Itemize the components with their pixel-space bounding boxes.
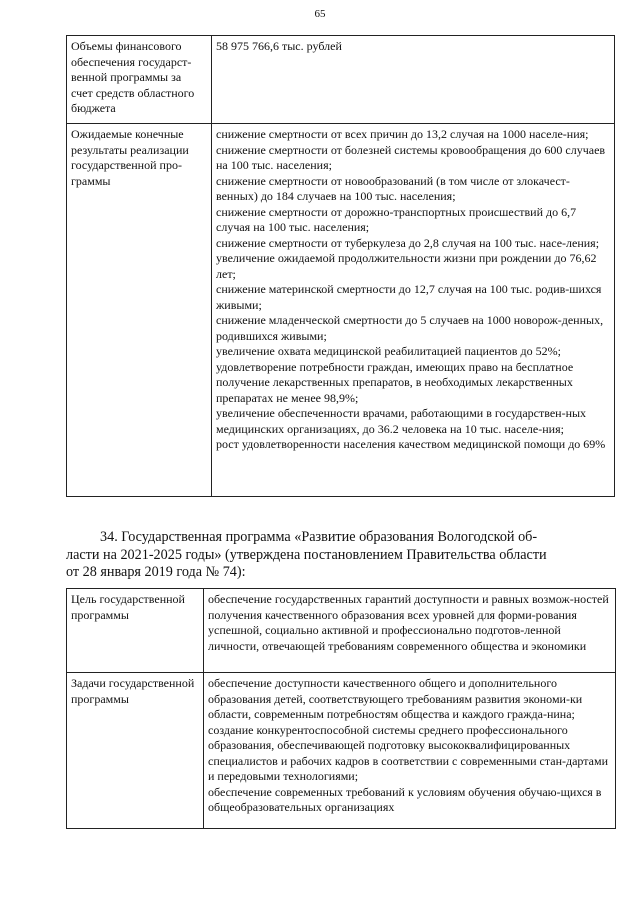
label-line: результаты реализации bbox=[71, 142, 189, 157]
label-line: Задачи государственной bbox=[71, 676, 195, 690]
result-item: увеличение ожидаемой продолжительности жизни при рождении до 76,62 лет; bbox=[216, 251, 597, 281]
heading-line: 34. Государственная программа «Развитие образования Вологодской об- bbox=[100, 529, 538, 545]
label-cell bbox=[67, 36, 212, 124]
result-item: снижение смертности от болезней системы кровообращения до 600 случаев на 100 тыс. населения; bbox=[216, 142, 606, 172]
task-item: обеспечение современных требований к условиям обучения обучаю-щихся в общеобразовательных организациях bbox=[208, 784, 602, 814]
heading-line: от 28 января 2019 года № 74): bbox=[66, 564, 246, 580]
table-row-financing bbox=[67, 36, 615, 124]
program-passport-table-health bbox=[66, 35, 615, 497]
value-cell bbox=[212, 124, 615, 497]
result-item: снижение смертности от туберкулеза до 2,8 случая на 100 тыс. насе-ления; bbox=[216, 235, 600, 250]
financing-amount: 58 975 766,6 тыс. рублей bbox=[216, 39, 342, 53]
value-cell bbox=[204, 673, 616, 829]
table-row-goal bbox=[67, 589, 616, 673]
page-number: 65 bbox=[314, 8, 326, 20]
table-row-expected-results bbox=[67, 124, 615, 497]
table-row-tasks bbox=[67, 673, 616, 829]
label-line: государственной про- bbox=[71, 158, 182, 172]
label-cell bbox=[67, 124, 212, 497]
value-cell bbox=[204, 589, 616, 673]
label-line: Ожидаемые конечные bbox=[71, 127, 184, 141]
task-item: создание конкурентоспособной системы среднего профессионального образования, обеспечивающей подготовку высококвалифицированных специалистов и рабочих кадров в соответствии с современными стан-дартами и передовыми технологиями; bbox=[208, 722, 609, 783]
result-item: снижение материнской смертности до 12,7 случая на 100 тыс. родив-шихся живыми; bbox=[216, 282, 602, 312]
result-item: снижение смертности от новообразований (в том числе от злокачест-венных) до 184 случаев на 100 тыс. населения; bbox=[216, 173, 570, 203]
label-line: бюджета bbox=[71, 101, 116, 115]
label-cell bbox=[67, 589, 204, 673]
result-item: снижение смертности от всех причин до 13,2 случая на 1000 населе-ния; bbox=[216, 127, 589, 141]
task-item: обеспечение доступности качественного общего и дополнительного образования детей, соответствующего требованиям развития экономи-ки области, современным потребностям общества и каждого гражда-нина; bbox=[208, 676, 583, 721]
heading-line: ласти на 2021-2025 годы» (утверждена постановлением Правительства области bbox=[66, 546, 547, 563]
label-line: венной программы за bbox=[71, 70, 182, 84]
label-line: программы bbox=[71, 607, 129, 622]
label-line: обеспечения государст- bbox=[71, 54, 192, 69]
result-item: удовлетворение потребности граждан, имеющих право на бесплатное получение лекарственных препаратов, в необходимых лекарственных препаратах не менее 98,9%; bbox=[216, 359, 574, 405]
value-cell bbox=[212, 36, 615, 124]
result-item: снижение смертности от дорожно-транспортных происшествий до 6,7 случая на 100 тыс. населения; bbox=[216, 204, 577, 234]
goal-item: обеспечение государственных гарантий доступности и равных возмож-ностей получения качественного образования всех уровней для форми-рования успешной, социально активной и профессионально подготов-ленной личности, отвечающей требованиям современного общества и экономики bbox=[208, 592, 609, 653]
result-item: увеличение охвата медицинской реабилитацией пациентов до 52%; bbox=[216, 344, 561, 358]
label-line: Цель государственной bbox=[71, 592, 185, 606]
program-passport-table-education bbox=[66, 588, 616, 829]
label-line: программы bbox=[71, 691, 129, 706]
label-line: счет средств областного bbox=[71, 85, 195, 100]
label-line: граммы bbox=[71, 173, 111, 188]
section-heading bbox=[66, 529, 616, 582]
label-cell bbox=[67, 673, 204, 829]
label-line: Объемы финансового bbox=[71, 39, 182, 53]
result-item: снижение младенческой смертности до 5 случаев на 1000 новорож-денных, родившихся живыми; bbox=[216, 313, 604, 343]
result-item: рост удовлетворенности населения качеством медицинской помощи до 69% bbox=[216, 437, 606, 451]
result-item: увеличение обеспеченности врачами, работающими в государствен-ных медицинских организациях, до 36.2 человека на 10 тыс. населе-ния; bbox=[216, 406, 587, 436]
